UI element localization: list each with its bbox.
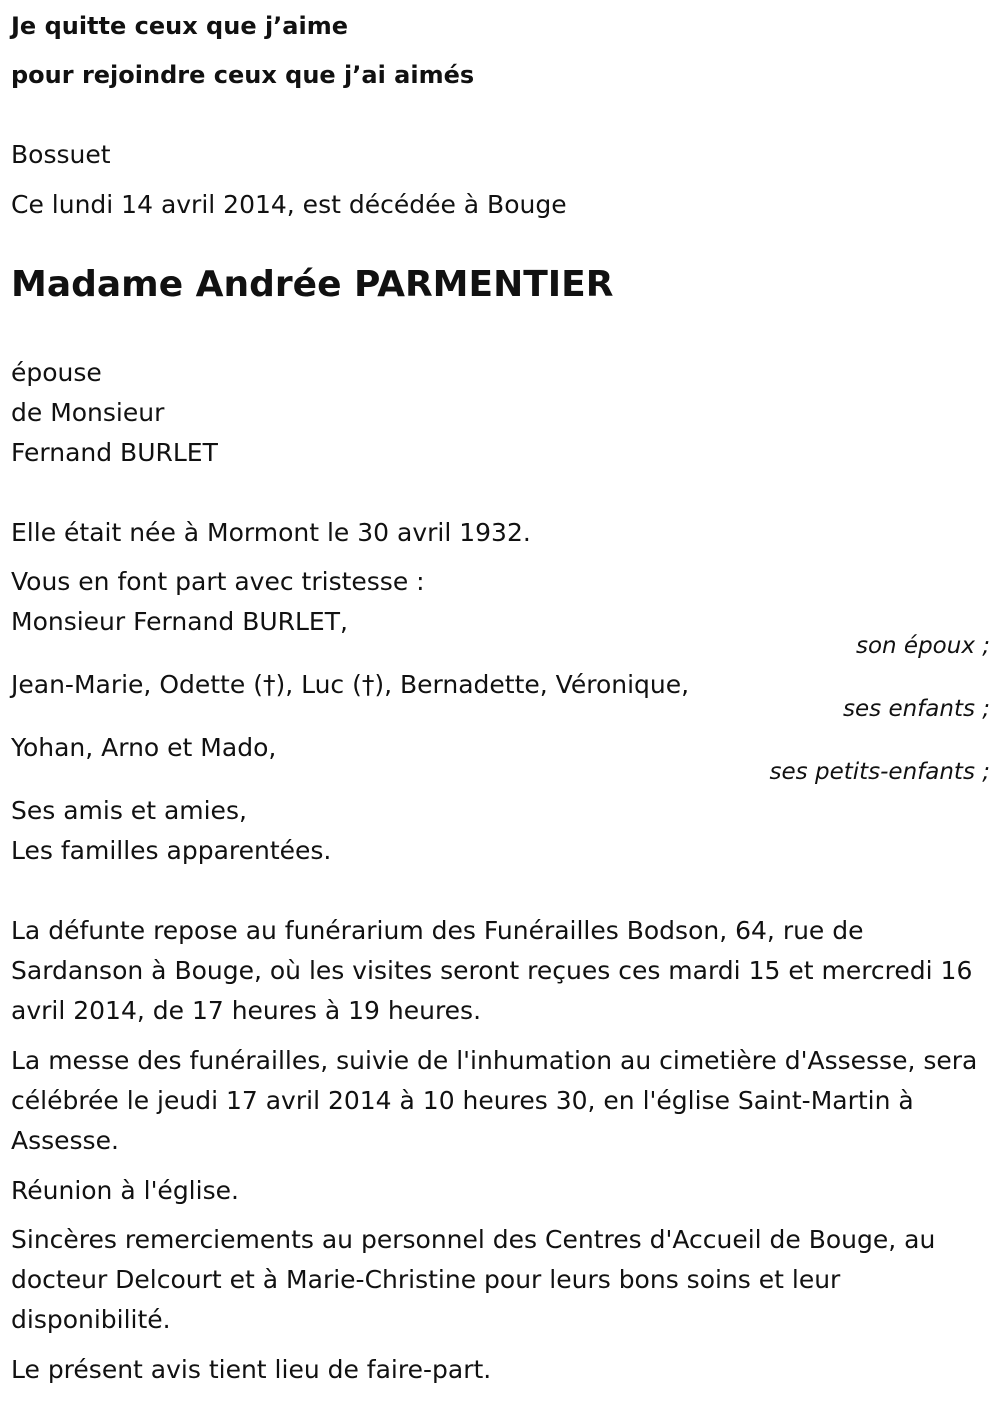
family-spouse: Monsieur Fernand BURLET,: [11, 607, 348, 636]
birth-info: Elle était née à Mormont le 30 avril 1932.: [11, 518, 531, 547]
family-relatives: Les familles apparentées.: [11, 836, 332, 865]
family-friends: Ses amis et amies,: [11, 796, 247, 825]
epigraph-line-2: pour rejoindre ceux que j’ai aimés: [11, 61, 475, 89]
epigraph-author: Bossuet: [11, 140, 111, 169]
mass-paragraph: La messe des funérailles, suivie de l'inhumation au cimetière d'Assesse, sera célébrée le jeudi 17 avril 2014 à 10 heures 30, en l'église Saint-Martin à Assesse.: [11, 1046, 978, 1155]
epigraph-line-1: Je quitte ceux que j’aime: [11, 12, 349, 40]
spouse-line-3: Fernand BURLET: [11, 438, 218, 467]
reunion-paragraph: Réunion à l'église.: [11, 1176, 239, 1205]
family-children-role: ses enfants ;: [843, 696, 990, 722]
thanks-paragraph: Sincères remerciements au personnel des Centres d'Accueil de Bouge, au docteur Delcourt et à Marie-Christine pour leurs bons soins et leur disponibilité.: [11, 1225, 936, 1334]
death-notice: Ce lundi 14 avril 2014, est décédée à Bouge: [11, 190, 567, 219]
family-children: Jean-Marie, Odette (†), Luc (†), Bernadette, Véronique,: [11, 670, 690, 699]
closing-paragraph: Le présent avis tient lieu de faire-part.: [11, 1355, 492, 1384]
spouse-line-2: de Monsieur: [11, 398, 165, 427]
family-intro: Vous en font part avec tristesse :: [11, 567, 425, 596]
deceased-name: Madame Andrée PARMENTIER: [11, 264, 614, 305]
spouse-line-1: épouse: [11, 358, 102, 387]
visitation-paragraph: La défunte repose au funérarium des Funérailles Bodson, 64, rue de Sardanson à Bouge, où les visites seront reçues ces mardi 15 et mercredi 16 avril 2014, de 17 heures à 19 heures.: [11, 916, 973, 1025]
family-grandchildren: Yohan, Arno et Mado,: [11, 733, 277, 762]
family-spouse-role: son époux ;: [855, 633, 990, 659]
family-grandchildren-role: ses petits-enfants ;: [769, 759, 990, 785]
